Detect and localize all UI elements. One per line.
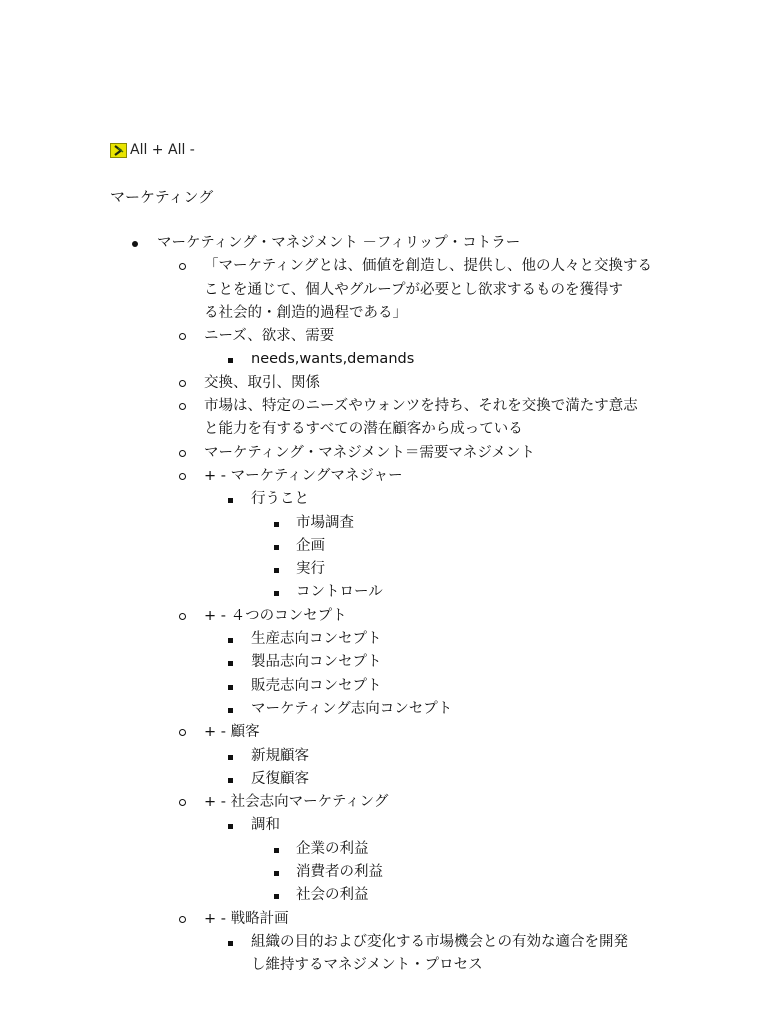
outline-text: 製品志向コンセプト — [251, 654, 382, 671]
outline-item — [204, 628, 670, 651]
bullet-icon — [274, 512, 279, 535]
expand-collapse-toggle[interactable]: + - — [204, 910, 226, 927]
outline-item — [157, 721, 670, 791]
outline-item — [157, 395, 670, 442]
outline-list-level-4 — [251, 512, 670, 605]
bullet-icon — [132, 232, 138, 255]
bullet-icon — [179, 791, 186, 814]
outline-text: マーケティング・マネジメント＝需要マネジメント — [204, 444, 535, 461]
outline-text-line: 組織の目的および変化する市場機会との有効な適合を開発 — [251, 933, 628, 950]
bullet-icon — [274, 535, 279, 558]
outline-text: 顧客 — [230, 724, 260, 741]
outline-text: 新規顧客 — [251, 747, 309, 764]
outline-item-text — [251, 628, 670, 651]
outline-item-text — [204, 442, 670, 465]
outline-text: 戦略計画 — [230, 910, 289, 927]
outline-item-text — [204, 605, 670, 628]
bullet-icon — [274, 581, 279, 604]
outline-item-text — [296, 838, 670, 861]
outline-item — [204, 768, 670, 791]
bullet-icon — [179, 442, 186, 465]
outline-item-text — [251, 488, 670, 511]
outline-item-text — [204, 255, 670, 325]
expand-collapse-toggle[interactable]: + - — [204, 724, 226, 741]
outline-text-line: る社会的・創造的過程である」 — [204, 304, 407, 321]
expand-collapse-toggle[interactable]: + - — [204, 607, 226, 624]
outline-item — [157, 442, 670, 465]
outline-item — [204, 348, 670, 371]
outline-item-text — [296, 884, 670, 907]
outline-text: 実行 — [296, 561, 325, 578]
outline-item-text — [204, 791, 670, 814]
outline-item-text — [204, 908, 670, 931]
outline-item — [204, 931, 670, 978]
outline-list-level-3 — [204, 814, 670, 907]
outline-item-text — [204, 395, 670, 442]
outline-item-text — [251, 745, 670, 768]
outline-item — [157, 908, 670, 978]
outline-item-text — [296, 512, 670, 535]
bullet-icon — [179, 465, 186, 488]
outline-toolbar — [110, 140, 195, 160]
outline-list-level-3 — [204, 628, 670, 721]
outline-text: 市場調査 — [296, 514, 354, 531]
bullet-icon — [179, 395, 186, 418]
outline-text: 企画 — [296, 537, 325, 554]
outline-item — [110, 232, 670, 978]
bullet-icon — [179, 605, 186, 628]
bullet-icon — [179, 721, 186, 744]
bullet-icon — [228, 698, 233, 721]
expand-all-link[interactable]: All + — [130, 142, 164, 158]
bullet-icon — [228, 348, 233, 371]
collapse-all-link[interactable]: All - — [168, 142, 195, 158]
outline-item-text — [204, 465, 670, 488]
expand-collapse-toggle[interactable]: + - — [204, 794, 226, 811]
outline-item-text — [251, 931, 670, 978]
outline-item — [251, 884, 670, 907]
outline-item — [204, 814, 670, 907]
outline-item — [157, 605, 670, 721]
outline-list-level-2 — [157, 255, 670, 977]
outline-item-text — [251, 675, 670, 698]
outline-text: 生産志向コンセプト — [251, 631, 382, 648]
outline-text-line: 市場は、特定のニーズやウォンツを持ち、それを交換で満たす意志 — [204, 398, 638, 415]
outline-item — [251, 535, 670, 558]
outline-item-text — [296, 558, 670, 581]
bullet-icon — [228, 651, 233, 674]
outline-item-text — [251, 814, 670, 837]
outline-list-level-3 — [204, 348, 670, 371]
outline-item-text — [251, 651, 670, 674]
outline-item-text — [251, 768, 670, 791]
outline-item — [251, 558, 670, 581]
outline-item-text — [204, 372, 670, 395]
bullet-icon — [228, 931, 233, 954]
expand-collapse-icon[interactable] — [110, 143, 127, 158]
bullet-icon — [179, 908, 186, 931]
outline-text: 行うこと — [251, 491, 309, 508]
outline-text: ４つのコンセプト — [230, 607, 347, 624]
outline-text-line: し維持するマネジメント・プロセス — [251, 957, 483, 974]
outline-text: 社会の利益 — [296, 887, 369, 904]
bullet-icon — [274, 558, 279, 581]
outline-list-level-3 — [204, 745, 670, 792]
outline-item — [204, 675, 670, 698]
outline-text: 社会志向マーケティング — [230, 794, 389, 811]
bullet-icon — [274, 838, 279, 861]
outline-item — [157, 791, 670, 907]
outline — [110, 232, 670, 978]
outline-text: 反復顧客 — [251, 770, 309, 787]
outline-text: 調和 — [251, 817, 280, 834]
bullet-icon — [179, 372, 186, 395]
outline-text: コントロール — [296, 584, 383, 601]
bullet-icon — [179, 325, 186, 348]
outline-item-text — [296, 861, 670, 884]
outline-item — [157, 255, 670, 325]
expand-collapse-toggle[interactable]: + - — [204, 467, 226, 484]
outline-item-text — [157, 232, 670, 255]
bullet-icon — [228, 768, 233, 791]
outline-item — [204, 488, 670, 604]
outline-text-line: と能力を有するすべての潜在顧客から成っている — [204, 421, 523, 438]
outline-item — [204, 745, 670, 768]
outline-item-text — [296, 581, 670, 604]
outline-text: マーケティング・マネジメント －フィリップ・コトラー — [157, 235, 521, 251]
outline-text: ニーズ、欲求、需要 — [204, 328, 335, 345]
outline-text: 企業の利益 — [296, 840, 369, 857]
outline-item — [204, 651, 670, 674]
page-title: マーケティング — [110, 188, 214, 206]
bullet-icon — [228, 488, 233, 511]
outline-item-text — [251, 698, 670, 721]
outline-item-text — [296, 535, 670, 558]
outline-item — [157, 372, 670, 395]
outline-text: 交換、取引、関係 — [204, 374, 320, 391]
outline-text-line: ことを通じて、個人やグループが必要とし欲求するものを獲得す — [204, 281, 624, 298]
bullet-icon — [228, 814, 233, 837]
outline-item — [157, 325, 670, 372]
outline-item-text — [251, 348, 670, 371]
bullet-icon — [274, 861, 279, 884]
bullet-icon — [228, 628, 233, 651]
outline-item — [204, 698, 670, 721]
outline-item — [251, 838, 670, 861]
outline-item-text — [204, 721, 670, 744]
bullet-icon — [228, 675, 233, 698]
outline-text: needs,wants,demands — [251, 351, 415, 368]
outline-list-level-3 — [204, 488, 670, 604]
outline-list-level-3 — [204, 931, 670, 978]
bullet-icon — [228, 745, 233, 768]
outline-item — [251, 581, 670, 604]
outline-list-level-1 — [110, 232, 670, 978]
bullet-icon — [274, 884, 279, 907]
outline-text: 販売志向コンセプト — [251, 677, 382, 694]
outline-item — [251, 861, 670, 884]
outline-text-line: 「マーケティングとは、価値を創造し、提供し、他の人々と交換する — [204, 258, 653, 275]
outline-item-text — [204, 325, 670, 348]
bullet-icon — [179, 255, 186, 278]
outline-item — [157, 465, 670, 605]
outline-item — [251, 512, 670, 535]
outline-text: 消費者の利益 — [296, 864, 383, 881]
outline-list-level-4 — [251, 838, 670, 908]
outline-text: マーケティングマネジャー — [230, 467, 403, 484]
outline-text: マーケティング志向コンセプト — [251, 700, 453, 717]
